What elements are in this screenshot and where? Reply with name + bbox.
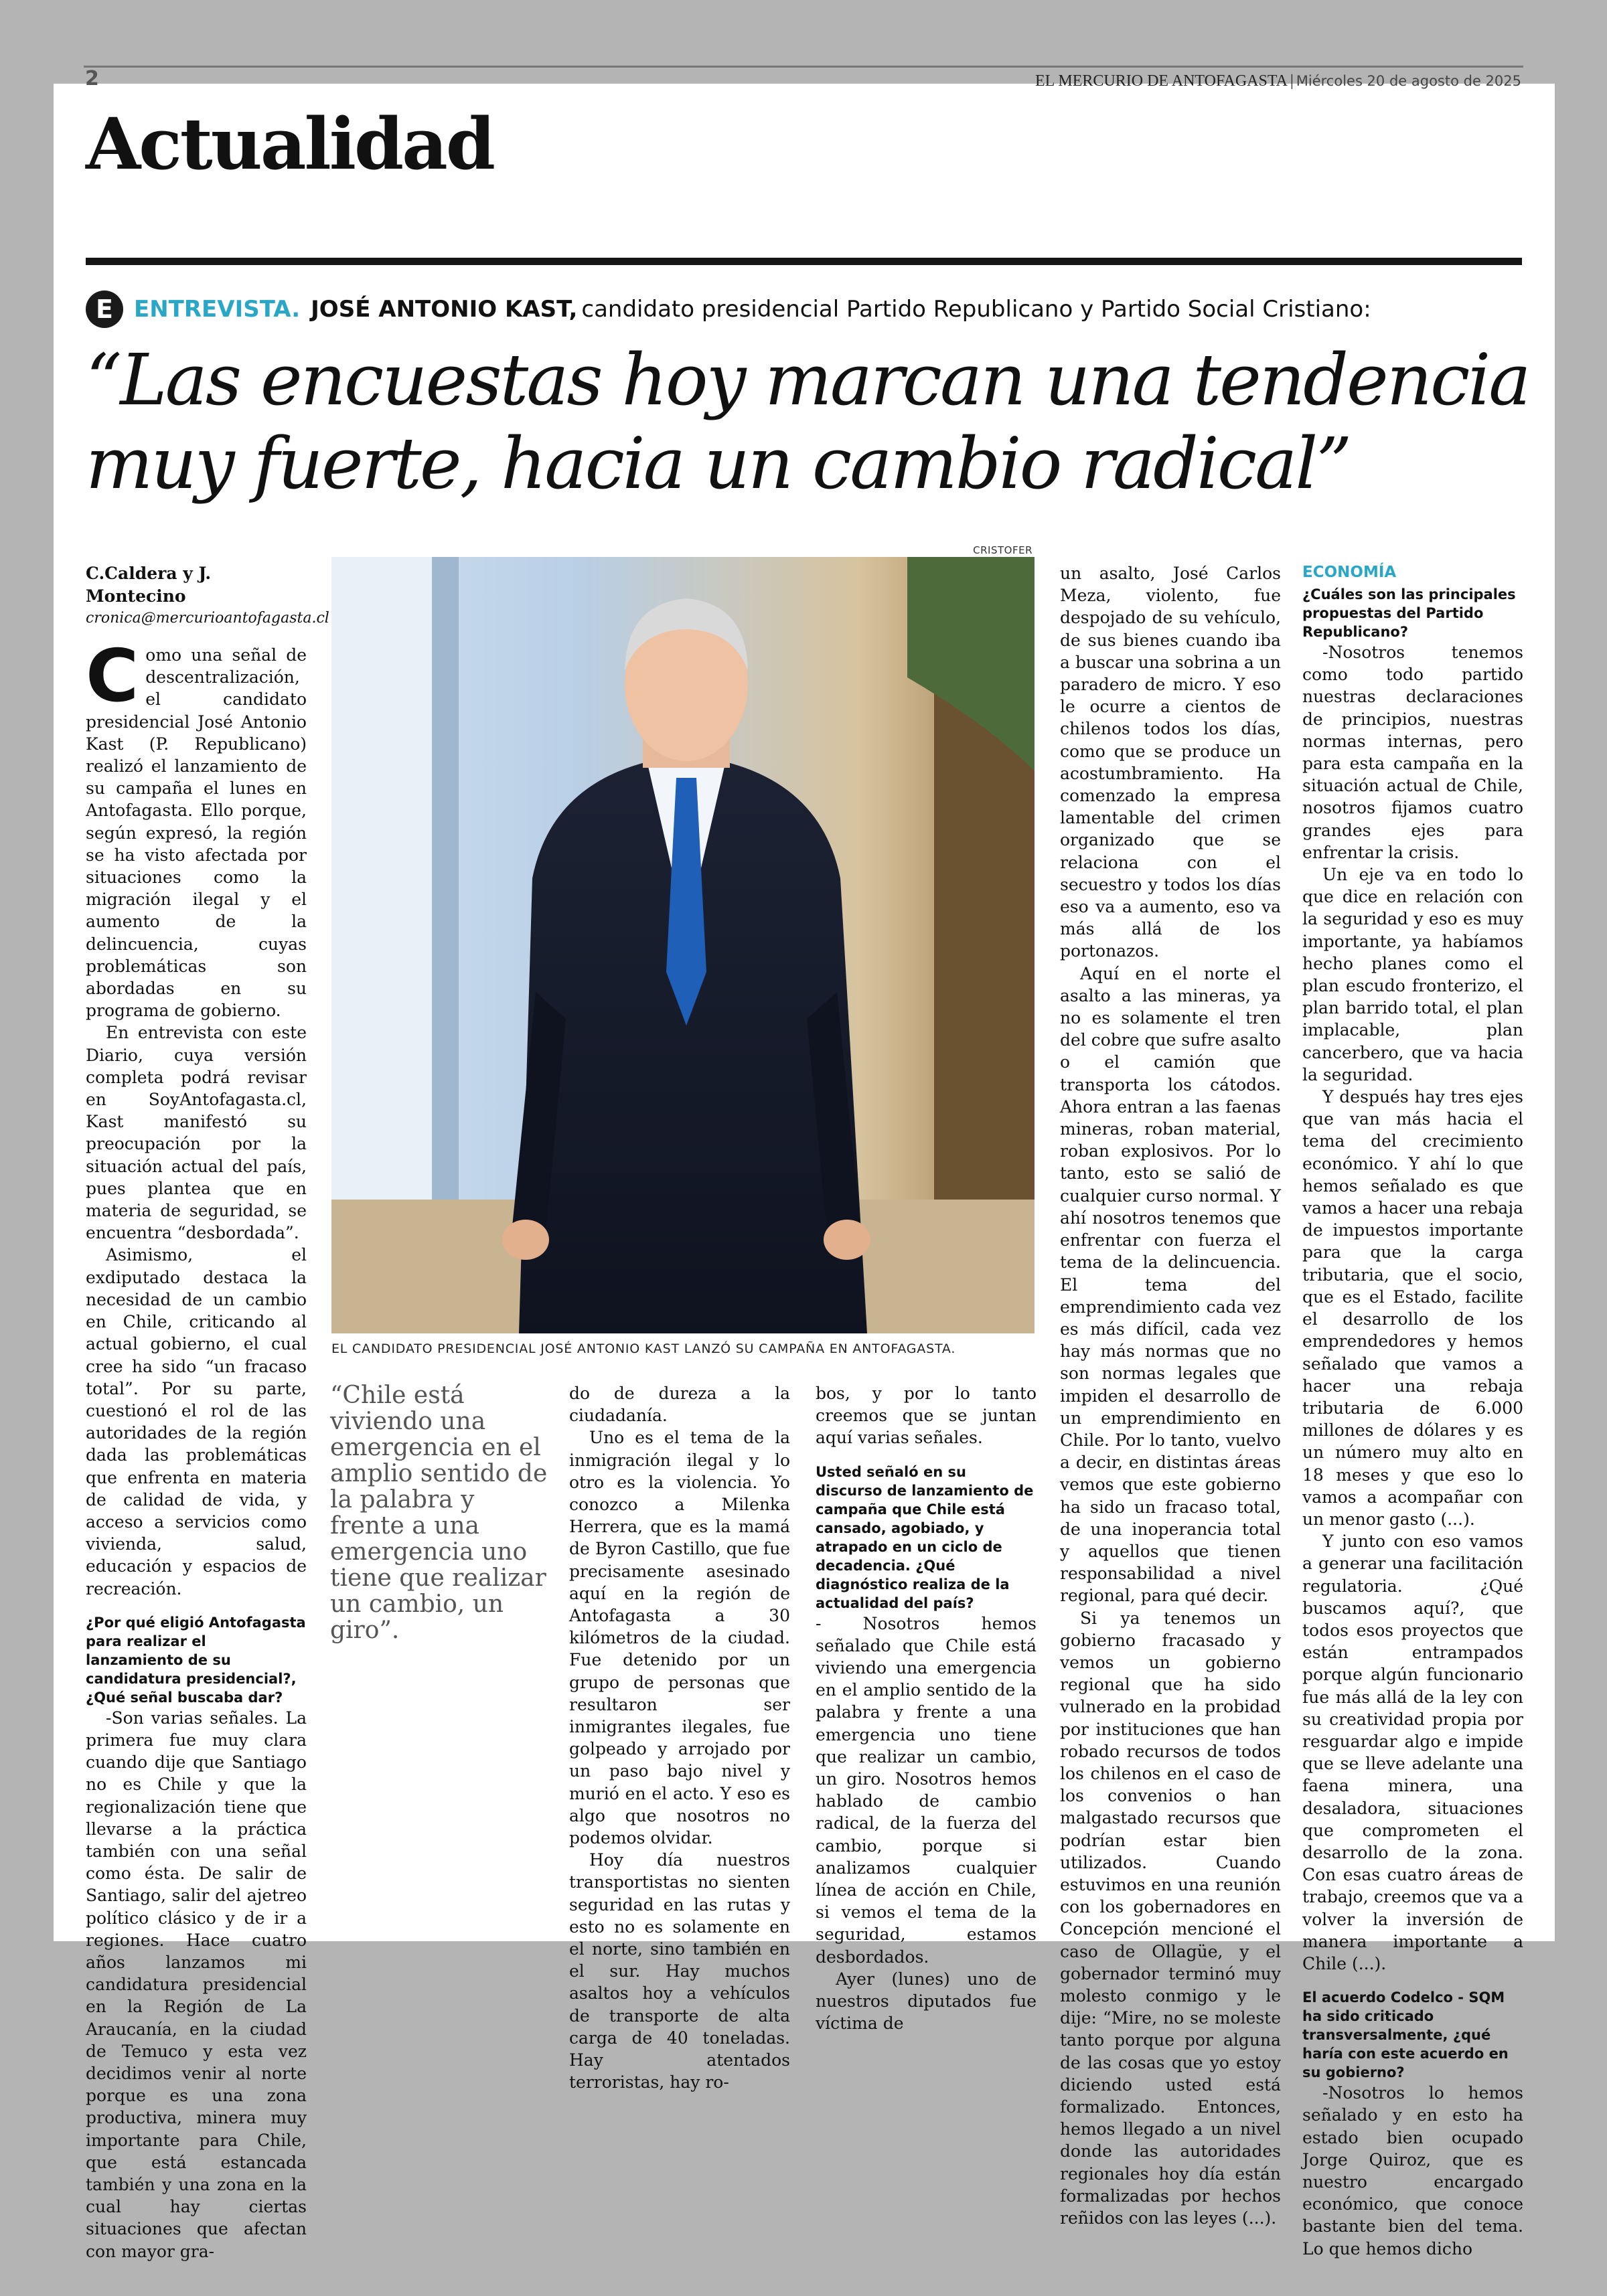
headline-line-2: muy fuerte, hacia un cambio radical” — [86, 422, 1351, 505]
article-paragraph: Hoy día nuestros transportistas no sienten seguridad en las rutas y esto no es solamente en el norte, sino también en el sur. Hay muchos asaltos hoy a vehículos de transporte de alta carga de 40 toneladas. Hay atentados terroristas, hay ro- — [569, 1850, 790, 2093]
candidate-portrait-illustration — [331, 557, 1035, 1333]
article-paragraph: Y después hay tres ejes que van más hacia el tema del crecimiento económico. Y ahí lo que hemos señalado es que vamos a hacer una rebaja de impuestos importante para que la carga tributaria, que el socio, que es el Estado, facilite el desarrollo de los emprendedores y hemos señalado que vamos a hacer una rebaja tributaria de 6.000 millones de dólares y es un número muy alto en 18 meses y que eso lo vamos a acompañar con un menor gasto (...). — [1302, 1087, 1523, 1529]
article-paragraph: -Son varias señales. La primera fue muy clara cuando dije que Santiago no es Chile y que la regionalización tiene que llevarse a la práctica también con una señal como ésta. De salir de Santiago, salir del ajetreo político clásico y de ir a regiones. Hace cuatro años lanzamos mi candidatura presidencial en la Región de La Araucanía, en la ciudad de Temuco y esta vez decidimos venir al norte porque es una zona productiva, minera muy importante para Chile, que está estancada también y una zona en la cual hay ciertas situaciones que afectan con mayor gra- — [86, 1708, 307, 2261]
kicker-label: ENTREVISTA. — [134, 296, 301, 323]
header-separator: | — [1290, 72, 1294, 90]
interview-question: El acuerdo Codelco - SQM ha sido criticado transversalmente, ¿qué haría con este acuerdo en su gobierno? — [1302, 1989, 1509, 2081]
article-paragraph: -Nosotros lo hemos señalado y en esto ha estado bien ocupado Jorge Quiroz, que es nuestro encargado económico, que conoce bastante bien del tema. Lo que hemos dicho — [1302, 2083, 1523, 2259]
drop-cap: C — [86, 635, 139, 718]
byline-authors: C.Caldera y J. Montecino — [86, 564, 212, 606]
header-rule — [84, 66, 1523, 68]
photo-credit: CRISTOFER — [973, 544, 1032, 556]
interview-question: Usted señaló en su discurso de lanzamiento de campaña que Chile está cansado, agobiado, y atrapado en un ciclo de decadencia. ¿Qué diagnóstico realiza de la actualidad del país? — [816, 1463, 1034, 1611]
byline-email: cronica@mercurioantofagasta.cl — [86, 610, 329, 627]
article-column-1 — [86, 562, 329, 2263]
article-paragraph: do de dureza a la ciudadanía. — [569, 1384, 790, 1426]
article-paragraph: - Nosotros hemos señalado que Chile está viviendo una emergencia en el amplio sentido de la palabra y frente a una emergencia uno tiene que realizar un cambio, un giro. Nosotros hemos hablado de cambio radical, de la fuerza del cambio, porque si analizamos cualquier línea de acción en Chile, si vemos el tema de la seguridad, estamos desbordados. — [816, 1613, 1037, 1967]
publication-date: Miércoles 20 de agosto de 2025 — [1296, 73, 1521, 89]
section-title: Actualidad — [86, 102, 493, 185]
headline — [86, 338, 1532, 505]
article-paragraph: Uno es el tema de la inmigración ilegal y lo otro es la violencia. Yo conozco a Milenka Herrera, que es la mamá de Byron Castillo, que fue precisamente asesinado aquí en la región de Antofagasta a 30 kilómetros de la ciudad. Fue detenido por un grupo de personas que resultaron ser inmigrantes ilegales, fue golpeado y arrojado por un paso bajo nivel y murió en el acto. Y eso es algo que nosotros no podemos olvidar. — [569, 1428, 790, 1848]
article-paragraph: Asimismo, el exdiputado destaca la necesidad de un cambio en Chile, criticando al actual gobierno, el cual cree ha sido “un fracaso total”. Por su parte, cuestionó el rol de las autoridades de la región dada las problemáticas que enfrenta en materia de calidad de vida, y acceso a servicios como vivienda, salud, educación y espacios de recreación. — [86, 1245, 307, 1598]
kicker-name: JOSÉ ANTONIO KAST, — [311, 296, 578, 323]
interview-question: ¿Por qué eligió Antofagasta para realizar el lanzamiento de su candidatura presidencial?, ¿Qué señal buscaba dar? — [86, 1614, 306, 1706]
publication-name: EL MERCURIO DE ANTOFAGASTA — [1035, 72, 1288, 90]
article-column-6 — [1302, 562, 1523, 2260]
interview-question: ¿Cuáles son las principales propuestas del Partido Republicano? — [1302, 586, 1516, 640]
pull-quote: “Chile está viviendo una emergencia en el amplio sentido de la palabra y frente a una emergencia uno tiene que realizar un cambio, un giro”. — [330, 1382, 548, 1644]
candidate-photo — [331, 557, 1035, 1333]
running-header — [1035, 72, 1521, 90]
article-column-5 — [1060, 562, 1281, 2229]
article-paragraph: Como una señal de descentralización, el candidato presidencial José Antonio Kast (P. Republicano) realizó el lanzamiento de su campaña el lunes en Antofagasta. Ello porque, según expresó, la región se ha visto afectada por situaciones como la migración ilegal y el aumento de la delincuencia, cuyas problemáticas son abordadas en su programa de gobierno. — [86, 635, 307, 1021]
interview-badge-icon: E — [86, 291, 123, 328]
article-paragraph: Aquí en el norte el asalto a las mineras, ya no es solamente el tren del cobre que sufre asalto o el camión que transporta los cátodos. Ahora entran a las faenas mineras, roban material, roban explosivos. Por lo tanto, esto se salió de cualquier curso normal. Y ahí nosotros tenemos que enfrentar con fuerza el tema de la delincuencia. El tema del emprendimiento cada vez es más difícil, cada vez hay más normas que no son normas legales que impiden el desarrollo de un emprendimiento en Chile. Por lo tanto, vuelvo a decir, en distintas áreas vemos que este gobierno ha sido un fracaso total, de una inoperancia total y aquellos que tienen responsabilidad a nivel regional, para qué decir. — [1060, 963, 1281, 1606]
article-column-4 — [816, 1382, 1037, 2034]
subsection-label: ECONOMÍA — [1302, 564, 1397, 581]
photo-caption: EL CANDIDATO PRESIDENCIAL JOSÉ ANTONIO KAST LANZÓ SU CAMPAÑA EN ANTOFAGASTA. — [331, 1341, 956, 1356]
page-number: 2 — [85, 67, 99, 90]
article-column-3 — [569, 1382, 790, 2094]
section-rule — [86, 258, 1522, 265]
article-paragraph: bos, y por lo tanto creemos que se juntan aquí varias señales. — [816, 1384, 1037, 1448]
article-paragraph: un asalto, José Carlos Meza, violento, fue despojado de su vehículo, de sus bienes cuando iba a buscar una sobrina a un paradero de micro. Y eso le ocurre a cientos de chilenos todos los días, como que se produce un acostumbramiento. Ha comenzado la empresa lamentable del crimen organizado que se relaciona con el secuestro y todos los días eso va a aumento, eso va más allá de los portonazos. — [1060, 564, 1281, 961]
article-paragraph: Ayer (lunes) uno de nuestros diputados fue víctima de — [816, 1969, 1037, 2034]
article-paragraph: -Nosotros tenemos como todo partido nuestras declaraciones de principios, nuestras normas internas, pero para esta campaña en la situación actual de Chile, nosotros fijamos cuatro grandes ejes para enfrentar la crisis. — [1302, 643, 1523, 862]
kicker — [86, 288, 1371, 331]
article-paragraph: Y junto con eso vamos a generar una facilitación regulatoria. ¿Qué buscamos aquí?, que todos esos proyectos que están entrampados porque algún funcionario fue más allá de la ley con su creatividad propia por resguardar algo e impide que se lleve adelante una faena minera, una desaladora, situaciones que comprometen el desarrollo de la zona. Con esas cuatro áreas de trabajo, creemos que va a volver la inversión de manera importante a Chile (...). — [1302, 1532, 1523, 1973]
article-paragraph: Si ya tenemos un gobierno fracasado y vemos un gobierno regional que ha sido vulnerado en la probidad por instituciones que han robado recursos de todos los chilenos en el caso de los convenios o han malgastado recursos que podrían estar bien utilizados. Cuando estuvimos en una reunión con los gobernadores en Concepción mencioné el caso de Ollagüe, y el gobernador terminó muy molesto conmigo y le dije: “Mire, no se moleste tanto porque por alguna de las cosas que yo estoy diciendo usted está formalizado. Entonces, hemos llegado a un nivel donde las autoridades regionales hoy día están formalizadas por hechos reñidos con las leyes (...). — [1060, 1608, 1281, 2228]
article-paragraph: En entrevista con este Diario, cuya versión completa podrá revisar en SoyAntofagasta.cl, Kast manifestó su preocupación por la situación actual del país, pues plantea que en materia de seguridad, se encuentra “desbordada”. — [86, 1023, 307, 1243]
article-paragraph: Un eje va en todo lo que dice en relación con la seguridad y eso es muy importante, ya habíamos hecho planes como el plan escudo fronterizo, el plan barrido total, el plan implacable, plan cancerbero, que va hacia la seguridad. — [1302, 865, 1523, 1084]
kicker-role: candidato presidencial Partido Republicano y Partido Social Cristiano: — [581, 296, 1371, 323]
headline-line-1: “Las encuestas hoy marcan una tendencia — [86, 339, 1529, 421]
